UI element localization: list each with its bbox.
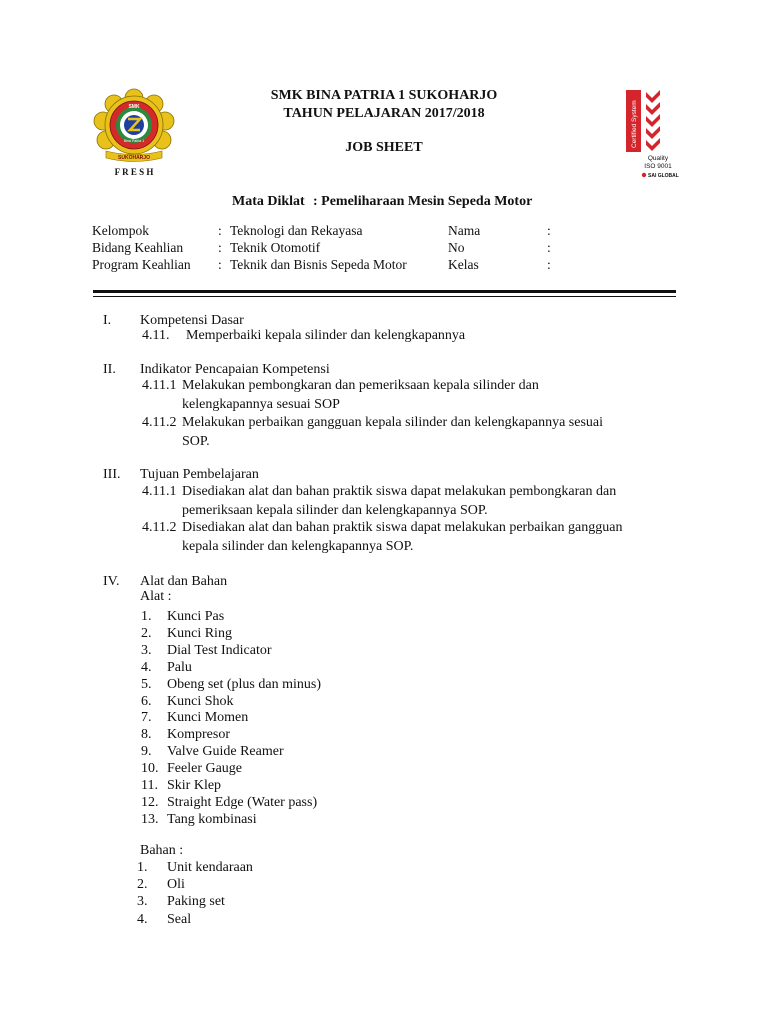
info-sep: : xyxy=(218,223,222,238)
section-number: I. xyxy=(103,313,112,328)
section-title: Kompetensi Dasar xyxy=(140,313,244,328)
list-item-number: 5. xyxy=(141,676,152,692)
list-item-number: 2. xyxy=(141,625,152,641)
subject-value: : Pemeliharaan Mesin Sepeda Motor xyxy=(313,194,533,209)
indicator-line: kelengkapannya sesuai SOP xyxy=(182,397,340,412)
info-sep-nama: : xyxy=(547,223,551,238)
info-label-nama: Nama xyxy=(448,223,481,238)
list-item-text: Kompresor xyxy=(167,727,230,743)
list-item-number: 8. xyxy=(141,727,152,743)
list-item-text: Seal xyxy=(167,911,192,927)
kd-text: Memperbaiki kepala silinder dan kelengkapannya xyxy=(186,328,466,343)
list-item-number: 11. xyxy=(141,778,158,793)
list-item-text: Kunci Ring xyxy=(167,625,232,641)
info-label: Bidang Keahlian xyxy=(92,240,184,255)
document-title: JOB SHEET xyxy=(345,140,423,155)
indicator-line: Melakukan perbaikan gangguan kepala silinder dan kelengkapannya sesuai xyxy=(182,415,604,430)
list-item-text: Obeng set (plus dan minus) xyxy=(167,676,321,692)
list-item-text: Feeler Gauge xyxy=(167,761,243,777)
list-item-text: Skir Klep xyxy=(167,778,222,793)
section-number: II. xyxy=(103,362,116,377)
objective-line: Disediakan alat dan bahan praktik siswa dapat melakukan pembongkaran dan xyxy=(182,484,617,499)
section-number: IV. xyxy=(103,574,120,589)
list-item-text: Unit kendaraan xyxy=(167,860,253,875)
info-label-kelas: Kelas xyxy=(448,257,479,272)
list-item-text: Valve Guide Reamer xyxy=(167,744,284,760)
section-title: Alat dan Bahan xyxy=(140,574,228,589)
badge-quality: Quality xyxy=(647,155,669,162)
badge-iso: ISO 9001 xyxy=(644,163,672,170)
list-item-text: Oli xyxy=(167,877,185,893)
info-value: Teknik dan Bisnis Sepeda Motor xyxy=(230,257,407,272)
list-item-text: Dial Test Indicator xyxy=(167,642,272,658)
section-number: III. xyxy=(103,467,121,482)
subject-label: Mata Diklat xyxy=(232,194,305,209)
objective-line: kepala silinder dan kelengkapannya SOP. xyxy=(182,539,414,554)
indicator-code: 4.11.1 xyxy=(142,378,177,393)
list-item-number: 13. xyxy=(141,811,159,827)
info-sep-kelas: : xyxy=(547,257,551,272)
school-name: SMK BINA PATRIA 1 SUKOHARJO xyxy=(270,88,498,103)
list-item-number: 4. xyxy=(137,911,148,927)
kd-code: 4.11. xyxy=(142,328,170,343)
divider-thick xyxy=(93,290,676,293)
list-item-number: 4. xyxy=(141,659,152,675)
emblem-text-mid: Bina Patria 1 xyxy=(123,139,145,143)
badge-issuer: SAI GLOBAL xyxy=(648,173,679,179)
objective-code: 4.11.2 xyxy=(142,520,177,535)
objective-line: Disediakan alat dan bahan praktik siswa dapat melakukan perbaikan gangguan xyxy=(182,520,623,535)
list-item-number: 2. xyxy=(137,877,148,893)
info-sep: : xyxy=(218,240,222,255)
emblem-text-bottom: SUKOHARJO xyxy=(118,155,150,161)
list-item-text: Tang kombinasi xyxy=(167,811,257,827)
school-emblem-icon xyxy=(92,88,176,178)
badge-vertical-text: Certified System xyxy=(631,100,638,148)
list-item-text: Straight Edge (Water pass) xyxy=(167,794,318,810)
list-item-text: Palu xyxy=(167,659,192,675)
divider-thin xyxy=(93,296,676,297)
list-item-number: 6. xyxy=(141,693,152,709)
alat-label: Alat : xyxy=(140,589,172,604)
info-value: Teknologi dan Rekayasa xyxy=(230,223,363,238)
section-title: Tujuan Pembelajaran xyxy=(140,467,259,482)
list-item-text: Paking set xyxy=(167,894,225,910)
indicator-line: SOP. xyxy=(182,434,210,449)
list-item-number: 9. xyxy=(141,744,152,760)
certified-system-badge-icon xyxy=(626,88,682,184)
indicator-line: Melakukan pembongkaran dan pemeriksaan kepala silinder dan xyxy=(182,378,539,393)
list-item-number: 3. xyxy=(141,642,152,658)
emblem-caption: F R E S H xyxy=(114,167,154,177)
objective-code: 4.11.1 xyxy=(142,484,177,499)
info-label: Kelompok xyxy=(92,223,149,238)
list-item-number: 3. xyxy=(137,894,148,910)
info-value: Teknik Otomotif xyxy=(230,240,321,255)
info-sep: : xyxy=(218,257,222,272)
emblem-text-top: SMK xyxy=(128,104,140,110)
list-item-number: 7. xyxy=(141,710,152,726)
info-label-no: No xyxy=(448,240,465,255)
list-item-text: Kunci Pas xyxy=(167,609,225,624)
list-item-number: 12. xyxy=(141,794,159,810)
list-item-number: 10. xyxy=(141,761,159,777)
list-item-number: 1. xyxy=(141,609,152,624)
list-item-number: 1. xyxy=(137,860,148,875)
bahan-label: Bahan : xyxy=(140,843,184,858)
indicator-code: 4.11.2 xyxy=(142,415,177,430)
info-label: Program Keahlian xyxy=(92,257,191,272)
section-title: Indikator Pencapaian Kompetensi xyxy=(140,362,330,377)
list-item-text: Kunci Momen xyxy=(167,710,249,726)
objective-line: pemeriksaan kepala silinder dan kelengkapannya SOP. xyxy=(182,503,488,518)
list-item-text: Kunci Shok xyxy=(167,693,234,709)
academic-year: TAHUN PELAJARAN 2017/2018 xyxy=(283,106,485,121)
info-sep-no: : xyxy=(547,240,551,255)
